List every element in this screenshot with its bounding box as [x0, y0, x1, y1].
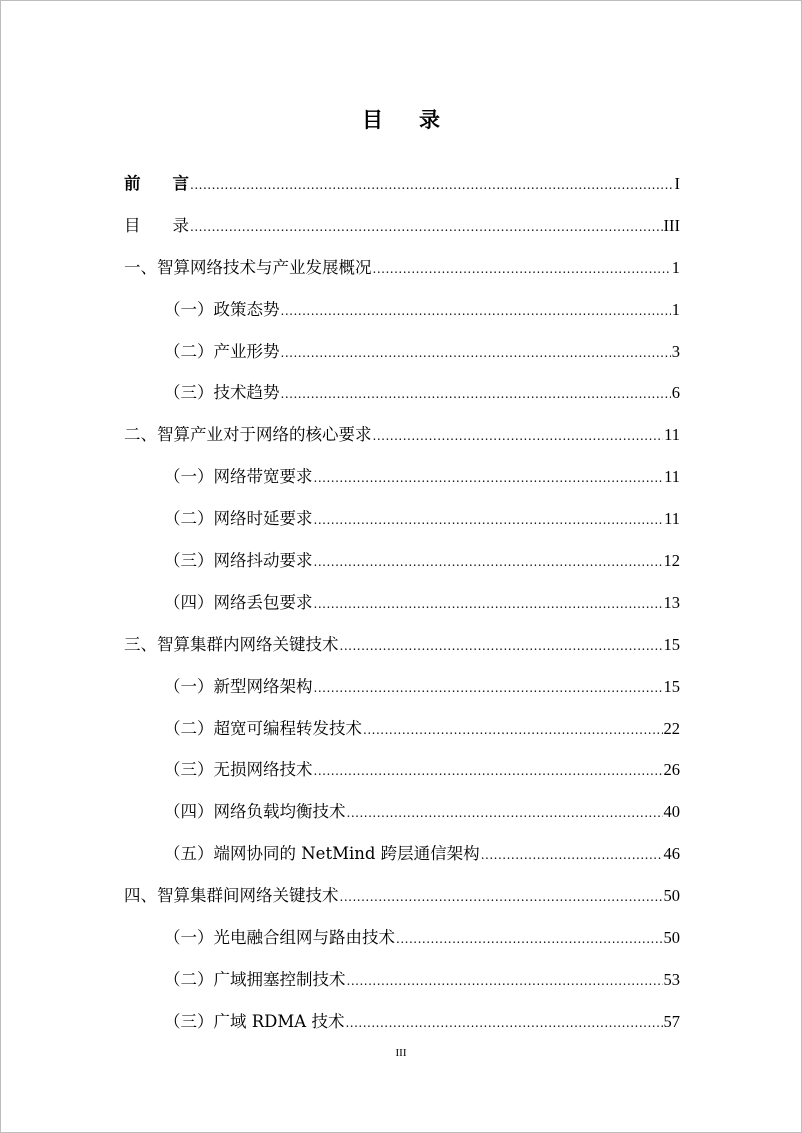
toc-leader-dots [281, 377, 671, 411]
toc-page-number: 11 [664, 467, 680, 487]
toc-entry-section[interactable] [124, 376, 680, 418]
toc-entry-label: （一）光电融合组网与路由技术 [164, 928, 395, 948]
toc-leader-dots [190, 168, 674, 202]
toc-entry-chapter[interactable] [124, 879, 680, 921]
toc-entry-label: （四）网络负载均衡技术 [164, 802, 346, 822]
toc-entry-section[interactable] [124, 753, 680, 795]
toc-entry-label: （三）广域 RDMA 技术 [164, 1011, 345, 1031]
toc-entry-label: （二）广域拥塞控制技术 [164, 969, 346, 989]
toc-entry-section[interactable] [124, 293, 680, 335]
toc-entry-section[interactable] [124, 586, 680, 628]
toc-leader-dots [340, 880, 663, 914]
toc-entry-label: （一）网络带宽要求 [164, 467, 313, 487]
toc-leader-dots [481, 838, 663, 872]
toc-page-number: 12 [663, 551, 680, 571]
toc-heading [1, 105, 801, 135]
toc-entry-chapter[interactable] [124, 628, 680, 670]
toc-entry-label: 三、智算集群内网络关键技术 [124, 634, 339, 654]
toc-entry-section[interactable] [124, 1005, 680, 1047]
toc-leader-dots [314, 503, 664, 537]
toc-leader-dots [281, 294, 671, 328]
toc-entry-label: （二）产业形势 [164, 341, 280, 361]
toc-leader-dots [347, 964, 663, 998]
toc-entry-section[interactable] [124, 502, 680, 544]
toc-heading-char-1: 目 [362, 107, 383, 132]
toc-page-number: III [663, 215, 680, 235]
toc-entry-label: （二）网络时延要求 [164, 509, 313, 529]
toc-leader-dots [396, 922, 663, 956]
toc-leader-dots [340, 629, 663, 663]
toc-entry-label: 二、智算产业对于网络的核心要求 [124, 425, 372, 445]
page-footer-number: III [395, 1047, 407, 1059]
toc-page-number: I [674, 174, 680, 193]
toc-page-number: 53 [663, 969, 680, 989]
toc-entry-label: （三）网络抖动要求 [164, 551, 313, 571]
table-of-contents [124, 167, 680, 1047]
toc-page-number: 11 [664, 425, 680, 445]
toc-leader-dots [314, 587, 663, 621]
toc-entry-label: 四、智算集群间网络关键技术 [124, 886, 339, 906]
toc-entry-section[interactable] [124, 837, 680, 879]
toc-page-number: 26 [663, 760, 680, 780]
toc-entry-preface[interactable] [124, 167, 680, 209]
toc-entry-label: 一、智算网络技术与产业发展概况 [124, 257, 372, 277]
toc-page-number: 1 [671, 299, 680, 319]
toc-entry-label: （三）技术趋势 [164, 383, 280, 403]
toc-leader-dots [314, 754, 663, 788]
toc-page-number: 50 [663, 886, 680, 906]
toc-entry-label: （三）无损网络技术 [164, 760, 313, 780]
toc-page-number: 3 [671, 341, 680, 361]
toc-entry-chapter[interactable] [124, 251, 680, 293]
toc-page-number: 57 [663, 1011, 680, 1031]
toc-entry-label: （一）新型网络架构 [164, 676, 313, 696]
toc-page-number: 15 [663, 676, 680, 696]
toc-page-number: 22 [663, 718, 680, 738]
toc-entry-section[interactable] [124, 460, 680, 502]
toc-page-number: 50 [663, 928, 680, 948]
toc-leader-dots [281, 336, 671, 370]
toc-leader-dots [373, 252, 671, 286]
toc-heading-char-2: 录 [419, 107, 440, 132]
toc-entry-label: （四）网络丢包要求 [164, 592, 313, 612]
toc-entry-label: （五）端网协同的 NetMind 跨层通信架构 [164, 844, 480, 864]
toc-entry-list [124, 251, 680, 1047]
toc-leader-dots [314, 671, 663, 705]
toc-page-number: 40 [663, 802, 680, 822]
toc-leader-dots [363, 713, 663, 747]
toc-leader-dots [314, 545, 663, 579]
toc-page-number: 15 [663, 634, 680, 654]
toc-entry-section[interactable] [124, 795, 680, 837]
toc-leader-dots [345, 1006, 662, 1040]
toc-page-number: 6 [671, 383, 680, 403]
toc-page-number: 11 [664, 509, 680, 529]
toc-entry-section[interactable] [124, 670, 680, 712]
toc-entry-label: 目 录 [124, 215, 189, 235]
toc-leader-dots [314, 461, 664, 495]
toc-entry-label: （二）超宽可编程转发技术 [164, 718, 362, 738]
toc-entry-section[interactable] [124, 335, 680, 377]
toc-entry-section[interactable] [124, 712, 680, 754]
toc-entry-section[interactable] [124, 963, 680, 1005]
toc-page-number: 13 [663, 592, 680, 612]
toc-leader-dots [373, 419, 664, 453]
toc-page-number: 1 [671, 257, 680, 277]
toc-leader-dots [190, 210, 663, 244]
toc-entry-section[interactable] [124, 544, 680, 586]
toc-entry-section[interactable] [124, 921, 680, 963]
toc-entry-label: 前 言 [124, 174, 189, 193]
toc-entry-contents[interactable] [124, 209, 680, 251]
toc-entry-chapter[interactable] [124, 418, 680, 460]
toc-entry-label: （一）政策态势 [164, 299, 280, 319]
toc-page-number: 46 [663, 844, 680, 864]
toc-leader-dots [347, 796, 663, 830]
